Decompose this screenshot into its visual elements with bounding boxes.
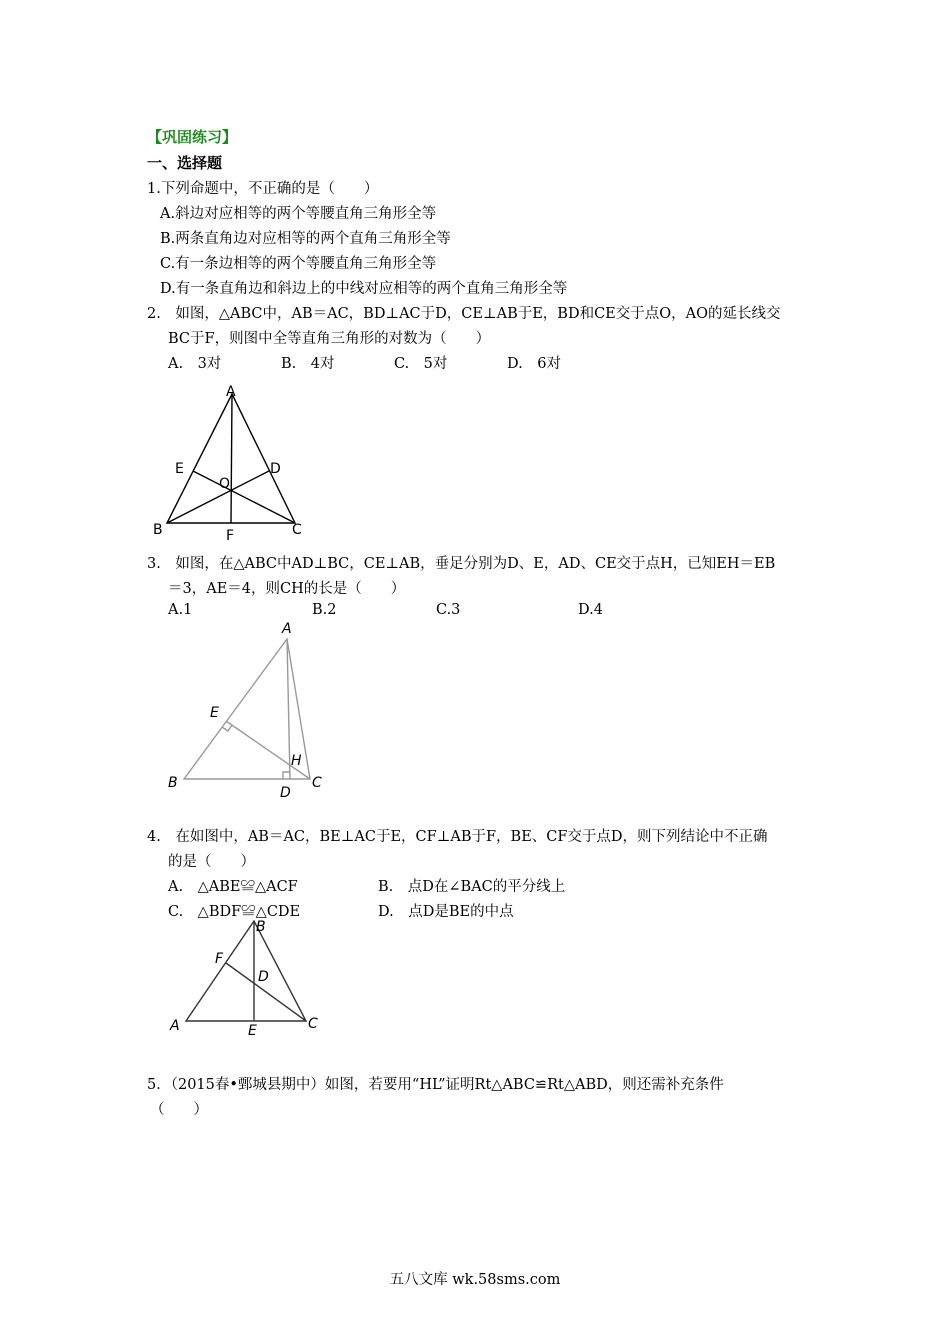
q2-option-b: B. 4对	[281, 356, 335, 372]
q4-label-a: A	[170, 1018, 180, 1034]
part-heading: 一、选择题	[147, 154, 223, 172]
q3-option-a: A.1	[168, 602, 193, 618]
q5-stem-line2: （ ）	[150, 1102, 208, 1118]
q3-stem-line1: 3. 如图，在△ABC中AD⊥BC，CE⊥AB，垂足分别为D、E，AD、CE交于点H，已知EH＝EB	[147, 556, 776, 572]
q4-triangle-abc	[186, 921, 306, 1021]
q3-line-ce	[226, 721, 310, 779]
q2-label-c: C	[292, 522, 302, 538]
q3-label-b: B	[168, 775, 178, 791]
q1-stem: 1.下列命题中，不正确的是（ ）	[147, 181, 379, 197]
q1-option-d: D.有一条直角边和斜边上的中线对应相等的两个直角三角形全等	[160, 281, 568, 297]
q2-label-e: E	[175, 461, 184, 477]
q3-label-c: C	[312, 775, 322, 791]
footer: 五八文库 wk.58sms.com	[389, 1272, 561, 1288]
q3-option-b: B.2	[312, 602, 337, 618]
q1-option-c: C.有一条边相等的两个等腰直角三角形全等	[160, 256, 437, 272]
q3-right-angle-d	[283, 772, 290, 779]
q3-figure	[160, 615, 340, 805]
q3-option-c: C.3	[436, 602, 461, 618]
q3-label-e: E	[210, 705, 219, 721]
q3-line-ad	[287, 639, 290, 779]
q1-option-b: B.两条直角边对应相等的两个直角三角形全等	[160, 231, 451, 247]
q4-option-b: B. 点D在∠BAC的平分线上	[378, 879, 566, 895]
q4-stem-line2: 的是（ ）	[168, 854, 255, 870]
q4-figure	[160, 915, 340, 1040]
q2-option-d: D. 6对	[507, 356, 561, 372]
q2-stem-line1: 2. 如图，△ABC中，AB＝AC，BD⊥AC于D，CE⊥AB于E，BD和CE交于点O，AO的延长线交	[147, 306, 781, 322]
q4-label-d: D	[258, 969, 269, 985]
q4-stem-line1: 4. 在如图中，AB＝AC，BE⊥AC于E，CF⊥AB于F，BE、CF交于点D，则下列结论中不正确	[147, 829, 768, 845]
q2-label-a: A	[226, 384, 236, 400]
q2-line-bd	[167, 471, 269, 523]
q3-option-d: D.4	[578, 602, 603, 618]
q1-option-a: A.斜边对应相等的两个等腰直角三角形全等	[160, 206, 437, 222]
q3-label-h: H	[291, 753, 302, 769]
q2-label-o: O	[219, 476, 231, 492]
q3-label-a: A	[282, 621, 292, 637]
q2-label-d: D	[270, 461, 281, 477]
q4-label-c: C	[308, 1016, 318, 1032]
q2-stem-line2: BC于F，则图中全等直角三角形的对数为（ ）	[168, 331, 491, 347]
q3-stem-line2: ＝3，AE＝4，则CH的长是（ ）	[168, 581, 406, 597]
q4-label-f: F	[215, 951, 224, 967]
q4-option-a: A. △ABE≌△ACF	[168, 879, 298, 895]
q3-label-d: D	[280, 785, 291, 801]
q4-option-d: D. 点D是BE的中点	[378, 904, 514, 920]
q4-option-c: C. △BDF≌△CDE	[168, 904, 301, 920]
q2-label-f: F	[226, 528, 235, 544]
q2-line-af	[231, 394, 232, 523]
q2-label-b: B	[153, 522, 163, 538]
q2-option-a: A. 3对	[168, 356, 222, 372]
q2-option-c: C. 5对	[394, 356, 448, 372]
q4-label-e: E	[248, 1023, 257, 1039]
section-title: 【巩固练习】	[147, 128, 238, 146]
q4-label-b: B	[256, 919, 266, 935]
q2-figure	[145, 380, 315, 545]
q2-line-ce	[193, 471, 295, 523]
q5-stem-line1: 5．（2015春•鄄城县期中）如图，若要用“HL”证明Rt△ABC≌Rt△ABD，则还需补充条件	[147, 1077, 724, 1093]
